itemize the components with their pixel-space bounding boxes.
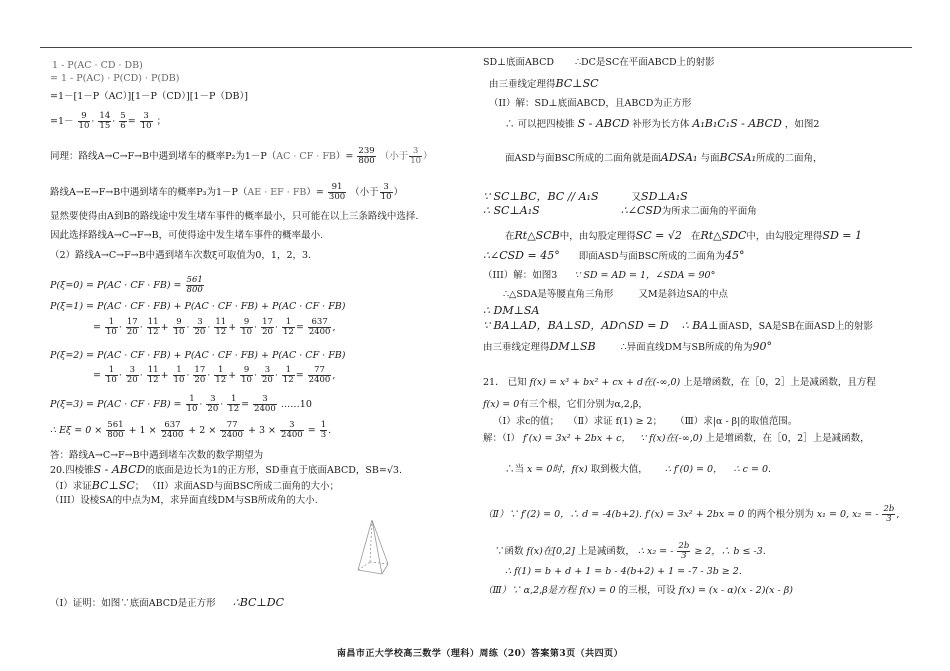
text: 又: [631, 192, 642, 203]
denominator: 10: [410, 156, 422, 166]
math-text: BC⊥SC: [91, 479, 135, 492]
numerator: 1: [186, 395, 199, 405]
fraction: [206, 395, 219, 414]
fraction: [173, 366, 186, 385]
numerator: 17: [194, 365, 206, 375]
numerator: 2b: [678, 541, 690, 551]
math-text: SC = √2: [635, 229, 682, 242]
text: ∴当: [505, 464, 525, 475]
fraction: [147, 318, 160, 337]
left-column: [0, 0, 475, 646]
text-line: [50, 276, 205, 295]
math-text: f(x) = 0: [579, 585, 616, 596]
math-text: ·: [186, 322, 190, 333]
fraction: [193, 366, 206, 385]
page-footer: 南昌市正大学校高三数学（理科）周练（20）答案第3页（共四页）: [336, 649, 624, 659]
math-text: ∵ BA⊥AD，BA⊥SD，AD∩SD = D: [483, 319, 669, 332]
fraction: [126, 318, 139, 337]
text-line: P(ξ=1) = P(AC · CF · FB) + P(AC · CF · FB) + P(AC · CF · FB): [50, 301, 346, 312]
math-text: AE · EF · FB: [247, 187, 307, 198]
numerator: 11: [147, 317, 159, 327]
denominator: 12: [282, 327, 294, 337]
denominator: 2400: [254, 404, 276, 414]
math-text: + 2 ×: [188, 425, 217, 436]
numerator: 561: [107, 420, 124, 430]
denominator: 20: [207, 404, 219, 414]
fraction: [161, 421, 185, 440]
fraction: [409, 147, 422, 166]
math-text: （Ⅲ）∵ α,2,β是方程: [483, 585, 577, 596]
fraction: [126, 366, 139, 385]
fraction: [882, 505, 895, 524]
math-text: ≥ 2，∴ b ≤ -3.: [694, 546, 766, 557]
denominator: 10: [173, 375, 185, 385]
denominator: 800: [358, 156, 375, 166]
denominator: 2400: [221, 430, 243, 440]
fraction: [105, 318, 118, 337]
math-text: ∵ f(x)在(-∞,0): [640, 433, 703, 444]
numerator: 3: [253, 395, 277, 405]
text-line: [505, 152, 823, 165]
fraction: [227, 395, 240, 414]
denominator: 10: [241, 375, 252, 385]
fraction: [119, 112, 126, 131]
text: （I）证明：如图∵底面ABCD是正方形: [50, 598, 216, 609]
math-text: ·: [274, 322, 278, 333]
math-text: ∵ SD = AD = 1，∠SDA = 90°: [574, 270, 716, 281]
denominator: 10: [78, 121, 90, 131]
text: 同理：路线A→C→F→B中遇到堵车的概率P₂为1－P（: [50, 151, 277, 162]
math-text: S - ABCD: [577, 117, 630, 130]
denominator: 800: [186, 285, 203, 295]
text: ,: [896, 509, 900, 520]
fraction: [240, 366, 253, 385]
text: 的两个根分别为: [747, 509, 814, 520]
denominator: 12: [215, 327, 227, 337]
text-line: [50, 597, 284, 610]
text: 有三个根，它们分别为α,2,β，: [519, 399, 648, 410]
math-text: f(x)在[0,2]: [526, 546, 575, 557]
text-line: P(ξ=3) = P(AC · CF · FB) = $\frac{1}{10}$ · $\frac{3}{20}$ · $\frac{1}{12}$ = $\frac{3}{2400}$ ……10: [50, 394, 312, 414]
pyramid-figure: [352, 518, 392, 584]
denominator: 3: [886, 514, 892, 524]
math-text: ∴ BA⊥: [681, 319, 719, 332]
numerator: 1: [214, 366, 227, 376]
numerator: 3: [380, 183, 393, 193]
numerator: 1: [105, 366, 118, 376]
text-line: =1－[1－P（AC）][1－P（CD）][1－P（DB）]: [50, 91, 248, 102]
numerator: 1: [282, 318, 295, 328]
numerator: 3: [140, 112, 153, 122]
numerator: 1: [173, 366, 186, 376]
numerator: 637: [161, 421, 185, 431]
numerator: 2b: [883, 504, 895, 514]
denominator: 2400: [281, 430, 303, 440]
math-text: ∴∠CSD = 45°: [483, 249, 560, 262]
text: 在: [505, 231, 515, 242]
numerator: 11: [215, 317, 227, 327]
numerator: 637: [308, 318, 332, 328]
numerator: 1: [105, 318, 118, 328]
text-line: （II）解：SD⊥底面ABCD，且ABCD为正方形: [489, 98, 692, 109]
fraction: [214, 318, 227, 337]
denominator: 3: [320, 430, 327, 440]
text: ∴DC是SC在平面ABCD上的射影: [575, 57, 715, 68]
fraction: [193, 318, 206, 337]
text: 所成的二面角，: [756, 153, 823, 164]
math-text: ∴ x₂ = -: [637, 546, 674, 557]
text-line: P(ξ=2) = P(AC · CF · FB) + P(AC · CF · FB) + P(AC · CF · FB): [50, 350, 346, 361]
math-text: f′(x) = 3x² + 2bx + c，: [523, 433, 632, 444]
text-line: [483, 341, 772, 354]
fraction: [214, 366, 227, 385]
denominator: 10: [241, 327, 253, 337]
text: （小于: [379, 151, 409, 162]
text: 上是减函数，: [577, 546, 635, 557]
numerator: 3: [409, 147, 422, 157]
text-line: =1－ $\frac{9}{10}$ · $\frac{14}{15}$ · $\frac{5}{6}$ = $\frac{3}{10}$ ；: [50, 111, 167, 131]
text-line: [483, 377, 876, 389]
text-line: 显然要使得由A到B的路线途中发生堵车事件的概率最小，只可能在以上三条路线中选择.: [50, 211, 419, 222]
text-line: 1 - P(AC · CD · DB): [52, 60, 143, 71]
math-text: P(ξ=0) = P(AC · CF · FB) =: [50, 280, 182, 291]
text-line: （2）路线A→C→F→B中遇到堵车次数ξ可取值为0，1，2，3.: [50, 250, 312, 261]
fraction: [173, 318, 186, 337]
text: 取到极大值，: [590, 464, 648, 475]
numerator: 9: [173, 318, 186, 328]
text-line: ∴ DM⊥SA: [483, 304, 540, 317]
math-text: ∴ f′(0) = 0，: [664, 464, 723, 475]
denominator: 10: [173, 327, 185, 337]
text-line: [483, 585, 793, 597]
fraction: [677, 542, 690, 561]
text: 由三垂线定理得: [483, 342, 550, 353]
numerator: 9: [240, 366, 253, 376]
fraction: [320, 421, 327, 440]
text-line: [495, 542, 766, 561]
math-text: BC⊥SC: [555, 77, 599, 90]
denominator: 20: [126, 375, 138, 385]
text: ∵函数: [495, 546, 524, 557]
math-text: ·: [207, 322, 211, 333]
math-text: DM⊥SB: [549, 340, 596, 353]
fraction: [380, 183, 393, 202]
math-text: + 1 ×: [128, 425, 157, 436]
math-text: （Ⅱ）∵ f′(2) = 0，∴ d = -4(b+2).: [483, 509, 643, 520]
math-text: f(x) = x³ + bx² + cx + d在(-∞,0): [529, 377, 681, 388]
text: 中，由勾股定理得: [746, 231, 823, 242]
text: （I）求证: [50, 481, 92, 492]
text: （III）解：如图3: [483, 270, 558, 281]
math-text: ；: [156, 116, 167, 127]
math-text: ∴: [505, 119, 515, 130]
numerator: 3: [280, 421, 304, 431]
text: 面ASD，SA是SB在面ASD上的射影: [718, 321, 873, 332]
numerator: 9: [78, 112, 91, 122]
numerator: 3: [126, 366, 139, 376]
denominator: 20: [126, 327, 138, 337]
math-text: ∴ c = 0.: [733, 464, 772, 475]
math-text: +: [228, 322, 237, 333]
text: 20.四棱锥: [50, 465, 94, 476]
fraction: [328, 183, 346, 202]
math-text: BCSA₁: [719, 151, 757, 164]
denominator: 12: [228, 404, 240, 414]
numerator: 11: [147, 365, 159, 375]
math-text: SD = 1: [822, 229, 862, 242]
denominator: 15: [99, 121, 111, 131]
text-line: [489, 78, 599, 91]
text-line: [505, 230, 862, 243]
denominator: 10: [380, 192, 392, 202]
text: 补形为长方体: [632, 119, 690, 130]
denominator: 12: [147, 327, 159, 337]
text-line: 答：路线A→C→F→B中遇到堵车次数的数学期望为: [50, 450, 264, 461]
text-line: [483, 320, 873, 333]
fraction: [280, 421, 304, 440]
text-line: [483, 399, 648, 411]
text: ； （II）求面ASD与面BSC所成二面角的大小；: [134, 481, 340, 492]
fraction: [186, 395, 199, 414]
text-line: [50, 464, 402, 477]
numerator: 3: [193, 318, 206, 328]
text: ∴△SDA是等腰直角三角形: [503, 289, 614, 300]
denominator: 2400: [308, 327, 331, 337]
numerator: 561: [186, 275, 203, 285]
text: ∴异面直线DM与SB所成的角为: [620, 342, 753, 353]
fraction: [261, 366, 274, 385]
fraction: [106, 421, 124, 440]
math-text: Rt△SDC: [700, 229, 747, 242]
text-line: ∴ Eξ = 0 × $\frac{561}{800}$ + 1 × $\frac{637}{2400}$ + 2 × $\frac{77}{2400}$ + 3 × $\frac{3}{2400}$ = $\frac{1}{3}$ .: [50, 420, 332, 440]
denominator: 12: [282, 375, 294, 385]
math-text: f(x) = (x - α)(x - 2)(x - β): [678, 585, 793, 596]
text-line: [483, 270, 715, 282]
denominator: 3: [681, 551, 687, 561]
math-text: f(x) = 0: [483, 399, 520, 410]
text-line: [50, 147, 433, 166]
fraction: [357, 147, 375, 166]
numerator: 1: [282, 366, 295, 376]
math-text: P(ξ=3) = P(AC · CF · FB) =: [50, 399, 182, 410]
text: 的三根，可设: [618, 585, 676, 596]
numerator: 17: [262, 317, 273, 327]
math-text: 90°: [752, 340, 772, 353]
numerator: 1: [227, 395, 240, 405]
denominator: 2400: [308, 375, 331, 385]
denominator: 12: [147, 375, 159, 385]
fraction: [147, 366, 160, 385]
text-line: [483, 191, 688, 204]
text: 又M是斜边SA的中点: [638, 289, 728, 300]
math-text: ∴BC⊥DC: [232, 596, 284, 609]
math-text: A₁B₁C₁S - ABCD: [692, 117, 782, 130]
fraction: [98, 112, 111, 131]
math-text: x₁ = 0, x₂ = -: [816, 509, 879, 520]
math-text: ADSA₁: [660, 151, 698, 164]
math-text: ·: [139, 322, 143, 333]
fraction: [308, 318, 332, 337]
numerator: 1: [320, 420, 327, 430]
denominator: 300: [328, 192, 346, 202]
denominator: 10: [105, 327, 117, 337]
text-line: [505, 118, 819, 131]
text: （Ⅱ）求证 f(1) ≥ 2；: [568, 416, 663, 427]
fraction: [261, 318, 274, 337]
math-text: =1－: [50, 116, 74, 127]
math-text: ∵ SC⊥BC，BC // A₁S: [483, 190, 599, 203]
numerator: 77: [308, 366, 332, 376]
text-line: [483, 57, 715, 69]
text-line: [483, 250, 744, 263]
text-line: （III）设棱SA的中点为M，求异面直线DM与SB所成角的大小.: [50, 495, 318, 506]
text: ）=: [335, 151, 354, 162]
text-line: [505, 464, 771, 476]
math-text: =: [307, 425, 316, 436]
right-column: [475, 0, 950, 646]
fraction: [253, 395, 277, 414]
text: 可以把四棱锥: [517, 119, 575, 130]
text-line: [483, 433, 870, 445]
text: 即面ASD与面BSC所成的二面角为: [578, 251, 725, 262]
math-text: ∴ Eξ = 0 ×: [50, 425, 103, 436]
denominator: 800: [107, 430, 124, 440]
math-text: ∴ SC⊥A₁S: [483, 204, 540, 217]
numerator: 14: [99, 111, 111, 121]
text: 中，由勾股定理得: [559, 231, 636, 242]
math-text: SD⊥A₁S: [641, 190, 688, 203]
fraction: [282, 366, 295, 385]
fraction: [105, 366, 118, 385]
math-text: ·: [254, 322, 258, 333]
text-line: [493, 416, 797, 428]
numerator: 77: [220, 421, 244, 431]
text: 21． 已知: [483, 377, 527, 388]
text-line: [483, 505, 899, 524]
fraction: [308, 366, 332, 385]
text-line: [483, 205, 757, 218]
text: SD⊥底面ABCD: [483, 57, 554, 68]
denominator: 10: [105, 375, 117, 385]
text-line: [50, 183, 403, 202]
text: 路线A→E→F→B中遇到堵车的概率P₃为1－P（: [50, 187, 248, 198]
denominator: 20: [194, 375, 206, 385]
denominator: 10: [140, 121, 152, 131]
text: ……10: [280, 399, 312, 410]
denominator: 20: [262, 327, 273, 337]
numerator: 9: [240, 318, 253, 328]
text: 面ASD与面BSC所成的二面角就是面: [505, 153, 661, 164]
text-line: [50, 480, 339, 493]
text: 由三垂线定理得: [489, 79, 556, 90]
numerator: 91: [328, 183, 346, 193]
fraction: [140, 112, 153, 131]
math-text: f′(x) = 3x² + 2bx = 0: [645, 509, 745, 520]
fraction: [220, 421, 244, 440]
text: 解：（Ⅰ）: [483, 433, 521, 444]
math-text: +: [160, 322, 169, 333]
text: 与面: [700, 153, 720, 164]
denominator: 2400: [161, 430, 184, 440]
text: （Ⅲ）求|α - β|的取值范围。: [675, 416, 798, 427]
text: ，如图2: [784, 119, 820, 130]
math-text: ·: [118, 322, 122, 333]
text-line: = $\frac{1}{10}$ · $\frac{3}{20}$ · $\frac{11}{12}$ + $\frac{1}{10}$ · $\frac{17}{20}$ · $\frac{1}{12}$ + $\frac{9}{10}$ · $\frac{3}{20}$ · $\frac{1}{12}$ = $\frac{77}{2400}$ ,: [93, 365, 336, 385]
denominator: 12: [215, 375, 227, 385]
text-line: 因此选择路线A→C→F→B，可使得途中发生堵车事件的概率最小.: [50, 230, 324, 241]
math-text: x = 0时，f(x): [527, 464, 588, 475]
text-line: ∴ f(1) = b + d + 1 = b - 4(b+2) + 1 = -7 - 3b ≥ 2.: [505, 566, 742, 577]
numerator: 17: [126, 317, 138, 327]
fraction: [240, 318, 253, 337]
text: ）=: [306, 187, 324, 198]
math-text: ∴∠CSD: [620, 204, 662, 217]
denominator: 20: [261, 375, 273, 385]
text: 为所求二面角的平面角: [661, 206, 757, 217]
text: （小于: [350, 187, 379, 198]
fraction: [186, 276, 204, 295]
fraction: [282, 318, 295, 337]
denominator: 20: [194, 327, 206, 337]
text: 的底面是边长为1的正方形，SD垂直于底面ABCD，SB=√3.: [145, 465, 402, 476]
numerator: 3: [261, 366, 274, 376]
text: （Ⅰ）求c的值；: [493, 416, 560, 427]
math-text: + 3 ×: [248, 425, 277, 436]
math-text: AC · CF · FB: [276, 151, 336, 162]
text: 上是增函数，在［0，2］上是减函数，且方程: [683, 377, 876, 388]
text-line: [503, 289, 728, 301]
numerator: 3: [206, 395, 219, 405]
text-line: = 1 - P(AC) · P(CD) · P(DB): [50, 73, 180, 84]
math-text: Rt△SCB: [514, 229, 560, 242]
denominator: 6: [120, 121, 126, 131]
math-text: S - ABCD: [93, 463, 146, 476]
text: 上是增函数，在［0，2］上是减函数，: [705, 433, 870, 444]
math-text: 45°: [724, 249, 745, 262]
numerator: 5: [120, 111, 126, 121]
fraction: [78, 112, 91, 131]
text-line: = $\frac{1}{10}$ · $\frac{17}{20}$ · $\frac{11}{12}$ + $\frac{9}{10}$ · $\frac{3}{20}$ · $\frac{11}{12}$ + $\frac{9}{10}$ · $\frac{17}{20}$ · $\frac{1}{12}$ = $\frac{637}{2400}$ ,: [93, 317, 336, 337]
math-text: =: [295, 322, 304, 333]
text: ）: [393, 187, 404, 198]
denominator: 10: [186, 404, 198, 414]
text: 在: [690, 231, 701, 242]
numerator: 239: [358, 146, 375, 156]
text: ）: [423, 151, 433, 162]
